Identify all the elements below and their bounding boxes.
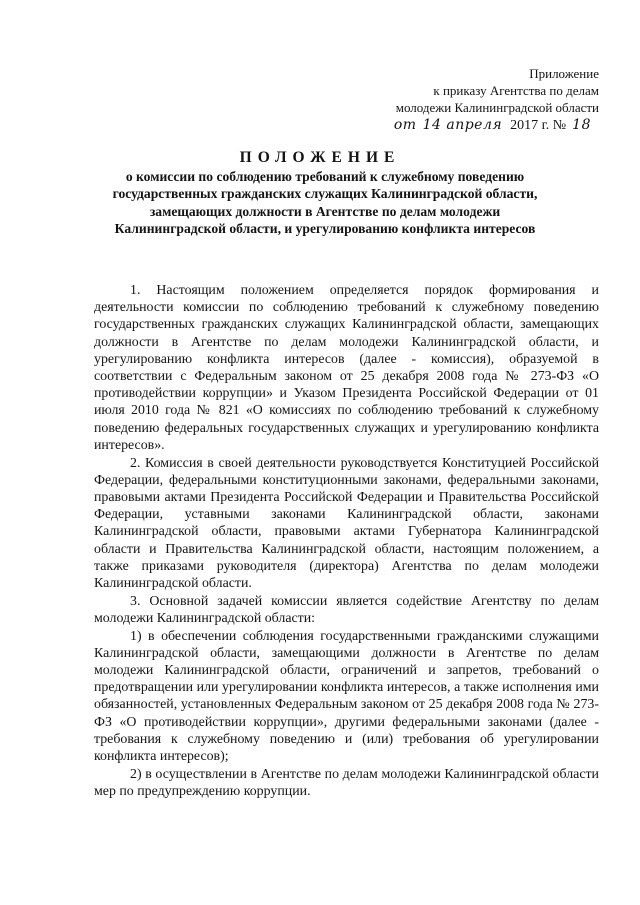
paragraph-3: 3. Основной задачей комиссии является содействие Агентству по делам молодежи Калининградской области: bbox=[94, 593, 599, 626]
handwritten-order-number: 18 bbox=[572, 117, 591, 133]
order-date-number-line bbox=[394, 116, 591, 135]
document-title: ПОЛОЖЕНИЕ bbox=[239, 149, 401, 166]
appendix-label: Приложение bbox=[529, 66, 599, 81]
paragraph-2: 2. Комиссия в своей деятельности руководствуется Конституцией Российской Федерации, федеральными конституционными законами, федеральными законами, правовыми актами Президента Российской Федерации и Правительства Российской Федерации, уставными законами Калининградской области, законами Калининградской области, правовыми актами Губернатора Калининградской области и Правительства Калининградской области, настоящим положением, а также приказами руководителя (директора) Агентства по делам молодежи Калининградской области. bbox=[94, 455, 599, 591]
handwritten-date: 14 апреля bbox=[422, 117, 503, 133]
order-year-label: 2017 г. № bbox=[510, 118, 567, 133]
order-reference-line-2: молодежи Калининградской области bbox=[395, 100, 599, 115]
document-subtitle: о комиссии по соблюдению требований к служебному поведению государственных гражданских служащих Калининградской области, замещающих должности в Агентстве по делам молодежи Калининградской области, и урегулированию конфликта интересов bbox=[112, 169, 538, 237]
document-body bbox=[94, 282, 599, 800]
appendix-block bbox=[299, 65, 599, 116]
order-reference-line-1: к приказу Агентства по делам bbox=[433, 83, 599, 98]
paragraph-3-item-2: 2) в осуществлении в Агентстве по делам молодежи Калининградской области мер по предупреждению коррупции. bbox=[94, 766, 599, 799]
paragraph-1: 1. Настоящим положением определяется порядок формирования и деятельности комиссии по соблюдению требований к служебному поведению государственных гражданских служащих Калининградской области, замещающих должности в Агентстве по делам молодежи Калининградской области, и урегулированию конфликта интересов (далее - комиссия), образуемой в соответствии с Федеральным законом от 25 декабря 2008 года № 273-ФЗ «О противодействии коррупции» и Указом Президента Российской Федерации от 01 июля 2010 года № 821 «О комиссиях по соблюдению требований к служебному поведению федеральных государственных служащих и урегулированию конфликта интересов». bbox=[94, 283, 599, 453]
handwritten-prefix: от bbox=[393, 117, 417, 133]
paragraph-3-item-1: 1) в обеспечении соблюдения государственными гражданскими служащими Калининградской области, замещающими должности в Агентстве по делам молодежи Калининградской области, ограничений и запретов, требований о предотвращении или урегулировании конфликта интересов, а также исполнения ими обязанностей, установленных Федеральным законом от 25 декабря 2008 года № 273-ФЗ «О противодействии коррупции», другими федеральными законами (далее - требования к служебному поведению и (или) требования об урегулировании конфликта интересов); bbox=[94, 628, 599, 764]
